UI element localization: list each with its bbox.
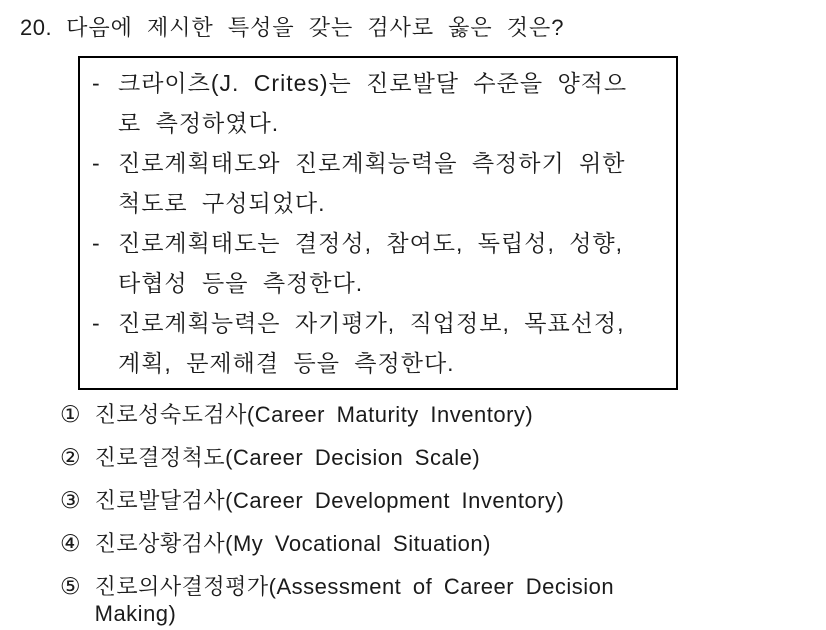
dash-bullet: - — [92, 310, 100, 336]
option-5-number: ⑤ — [60, 573, 81, 599]
box-item-line — [92, 143, 668, 183]
box-item-text: 로 측정하였다. — [118, 110, 280, 136]
box-item-line — [92, 303, 668, 343]
option-1-number: ① — [60, 401, 81, 427]
dash-bullet: - — [92, 70, 100, 96]
box-item-line — [92, 223, 668, 263]
box-item-text: 크라이츠(J. Crites)는 진로발달 수준을 양적으 — [118, 70, 628, 96]
option-5[interactable] — [60, 573, 820, 627]
question-title — [20, 11, 565, 42]
option-1-line: 진로성숙도검사(Career Maturity Inventory) — [94, 402, 534, 427]
box-item-line — [92, 63, 668, 103]
question-number: 20. — [20, 15, 53, 40]
option-3-text — [95, 487, 565, 514]
option-3-line: 진로발달검사(Career Development Inventory) — [94, 488, 565, 513]
question-text: 다음에 제시한 특성을 갖는 검사로 옳은 것은? — [66, 15, 565, 40]
option-1[interactable] — [60, 401, 820, 428]
option-4-number: ④ — [60, 530, 81, 556]
option-5-line: 진로의사결정평가(Assessment of Career Decision — [94, 574, 615, 599]
box-item-line — [92, 183, 668, 223]
option-2[interactable] — [60, 444, 820, 471]
option-2-line: 진로결정척도(Career Decision Scale) — [94, 445, 481, 470]
option-5-line: Making) — [94, 601, 177, 626]
options-list — [60, 401, 820, 630]
option-1-text — [95, 401, 534, 428]
option-5-text — [95, 573, 614, 627]
characteristics-box — [78, 56, 678, 390]
option-4-text — [95, 530, 491, 557]
dash-bullet: - — [92, 230, 100, 256]
option-3[interactable] — [60, 487, 820, 514]
box-item-line — [92, 343, 668, 383]
option-3-number: ③ — [60, 487, 81, 513]
box-item-text: 척도로 구성되었다. — [118, 190, 326, 216]
box-item-text: 진로계획능력은 자기평가, 직업정보, 목표선정, — [118, 310, 625, 336]
dash-bullet: - — [92, 150, 100, 176]
box-item-text: 진로계획태도와 진로계획능력을 측정하기 위한 — [118, 150, 626, 176]
box-item-text: 계획, 문제해결 등을 측정한다. — [118, 350, 455, 376]
option-4-line: 진로상황검사(My Vocational Situation) — [94, 531, 491, 556]
option-4[interactable] — [60, 530, 820, 557]
option-2-text — [95, 444, 481, 471]
box-item-text: 진로계획태도는 결정성, 참여도, 독립성, 성향, — [118, 230, 624, 256]
option-2-number: ② — [60, 444, 81, 470]
box-item-line — [92, 103, 668, 143]
box-item-text: 타협성 등을 측정한다. — [118, 270, 364, 296]
box-item-line — [92, 263, 668, 303]
